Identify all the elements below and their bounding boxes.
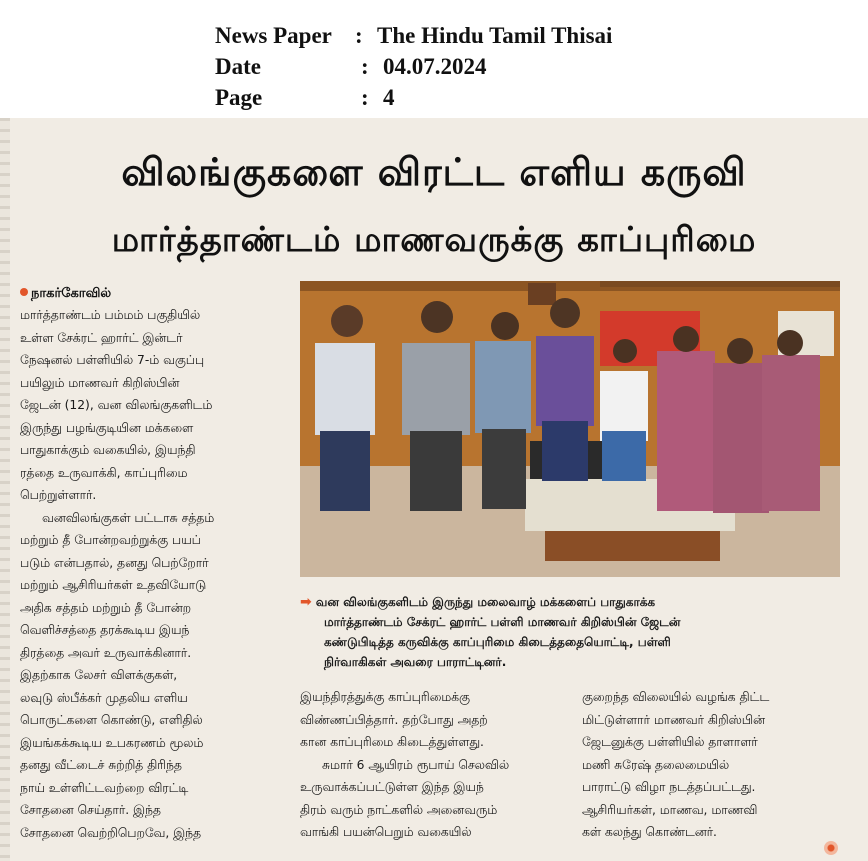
arrow-right-icon: ➡ bbox=[300, 594, 312, 610]
text-line: அதிக சத்தம் மற்றும் தீ போன்ற bbox=[20, 600, 192, 615]
column-1-paragraph-1 bbox=[20, 304, 282, 507]
text-line: கள் கலந்து கொண்டனர். bbox=[582, 825, 717, 839]
dateline-text: நாகர்கோவில் bbox=[31, 286, 112, 301]
text-line: இயந்திரத்துக்கு காப்புரிமைக்கு bbox=[300, 690, 470, 704]
photo-caption bbox=[300, 592, 840, 672]
text-line: மணி சுரேஷ் தலைமையில் bbox=[582, 757, 730, 772]
text-line: சுமார் 6 ஆயிரம் ரூபாய் செலவில் bbox=[322, 757, 510, 772]
text-line: மார்த்தாண்டம் பம்மம் பகுதியில் bbox=[20, 308, 201, 322]
text-line: உருவாக்கப்பட்டுள்ள இந்த இயந் bbox=[300, 780, 484, 794]
article-photo bbox=[300, 281, 840, 577]
orange-dot-icon bbox=[20, 288, 28, 296]
photo-illustration bbox=[300, 281, 840, 577]
separator: : bbox=[361, 54, 369, 79]
clipping-header bbox=[0, 0, 868, 118]
text-line: நேஷனல் பள்ளியில் 7-ம் வகுப்பு bbox=[20, 353, 204, 367]
newspaper-label: News Paper bbox=[215, 23, 332, 48]
date-value: 04.07.2024 bbox=[383, 54, 487, 79]
text-line: திரத்தை அவர் உருவாக்கினார். bbox=[20, 645, 192, 660]
newspaper-clipping bbox=[0, 118, 868, 861]
text-line: மற்றும் தீ போன்றவற்றுக்கு பயப் bbox=[20, 533, 201, 547]
text-line: ஆசிரியர்கள், மாணவ, மாணவி bbox=[582, 802, 758, 817]
text-line: உள்ள சேக்ரட் ஹார்ட் இன்டர் bbox=[20, 330, 183, 345]
text-line: ஜேடன் (12), வன விலங்குகளிடம் bbox=[20, 398, 213, 412]
text-line: விண்ணப்பித்தார். தற்போது அதற் bbox=[300, 712, 488, 727]
page-row bbox=[215, 84, 395, 112]
text-line: வெளிச்சத்தை தரக்கூடிய இயந் bbox=[20, 623, 190, 637]
text-line: பாராட்டு விழா நடத்தப்பட்டது. bbox=[582, 780, 756, 794]
article-column-3 bbox=[582, 686, 844, 861]
text-line: லவுடு ஸ்பீக்கர் முதலிய எளிய bbox=[20, 690, 188, 705]
newspaper-row bbox=[215, 22, 612, 50]
text-line: பயிலும் மாணவர் கிறிஸ்பின் bbox=[20, 375, 180, 390]
column-2-paragraph-1 bbox=[300, 686, 565, 754]
dateline bbox=[20, 286, 111, 302]
text-line: படும் என்பதால், தனது பெற்றோர் bbox=[20, 555, 209, 570]
text-line: இருந்து பழங்குடியின மக்களை bbox=[20, 420, 194, 435]
column-3-paragraph-1 bbox=[582, 686, 844, 844]
text-line: சோதனை வெற்றிபெறவே, இந்த bbox=[20, 825, 202, 840]
headline-line-2: மார்த்தாண்டம் மாணவருக்கு காப்புரிமை bbox=[111, 220, 757, 260]
caption-text-1: வன விலங்குகளிடம் இருந்து மலைவாழ் மக்களைப் பாதுகாக்க bbox=[315, 595, 656, 609]
text-line: இதற்காக லேசர் விளக்குகள், bbox=[20, 668, 178, 682]
text-line: பெற்றுள்ளார். bbox=[20, 488, 97, 502]
text-line: மிட்டுள்ளார் மாணவர் கிறிஸ்பின் bbox=[582, 712, 765, 727]
text-line: ஜேடனுக்கு பள்ளியில் தாளாளர் bbox=[582, 735, 758, 749]
text-line: தனது வீட்டைச் சுற்றித் திரிந்த bbox=[20, 758, 182, 772]
text-line: குறைந்த விலையில் வழங்க திட்ட bbox=[582, 690, 770, 704]
text-line: சோதனை செய்தார். இந்த bbox=[20, 803, 161, 817]
headline-line-1: விலங்குகளை விரட்ட எளிய கருவி bbox=[121, 150, 747, 194]
text-line: மற்றும் ஆசிரியர்கள் உதவியோடு bbox=[20, 578, 207, 592]
caption-line-1 bbox=[300, 592, 840, 612]
text-line: ரத்தை உருவாக்கி, காப்புரிமை bbox=[20, 465, 188, 480]
text-line: திரம் வரும் நாட்களில் அனைவரும் bbox=[300, 802, 498, 817]
end-dot-icon bbox=[824, 841, 838, 855]
column-2-paragraph-2 bbox=[300, 754, 565, 844]
text-line: பொருட்களை கொண்டு, எளிதில் bbox=[20, 713, 203, 727]
page-value: 4 bbox=[383, 85, 395, 110]
text-line: வனவிலங்குகள் பட்டாசு சத்தம் bbox=[42, 510, 215, 525]
text-line: நாய் உள்ளிட்டவற்றை விரட்டி bbox=[20, 780, 189, 795]
page-label: Page bbox=[215, 85, 263, 110]
newspaper-value: The Hindu Tamil Thisai bbox=[377, 23, 613, 48]
date-row bbox=[215, 53, 487, 81]
caption-line-2: மார்த்தாண்டம் சேக்ரட் ஹார்ட் பள்ளி மாணவர் கிறிஸ்பின் ஜேடன் bbox=[324, 615, 681, 629]
date-label: Date bbox=[215, 54, 261, 79]
text-line: கான காப்புரிமை கிடைத்துள்ளது. bbox=[300, 735, 484, 749]
article-column-2 bbox=[300, 686, 565, 861]
caption-line-4: நிர்வாகிகள் அவரை பாராட்டினர். bbox=[324, 655, 507, 669]
separator: : bbox=[355, 23, 363, 48]
column-1-paragraph-2 bbox=[20, 507, 282, 845]
caption-line-3: கண்டுபிடித்த கருவிக்கு காப்புரிமை கிடைத்ததையொட்டி, பள்ளி bbox=[324, 635, 671, 649]
article-column-1 bbox=[20, 304, 282, 861]
text-line: இயங்கக்கூடிய உபகரணம் மூலம் bbox=[20, 735, 204, 750]
text-line: பாதுகாக்கும் வகையில், இயந்தி bbox=[20, 443, 196, 457]
text-line: வாங்கி பயன்பெறும் வகையில் bbox=[300, 825, 472, 839]
separator: : bbox=[361, 85, 369, 110]
